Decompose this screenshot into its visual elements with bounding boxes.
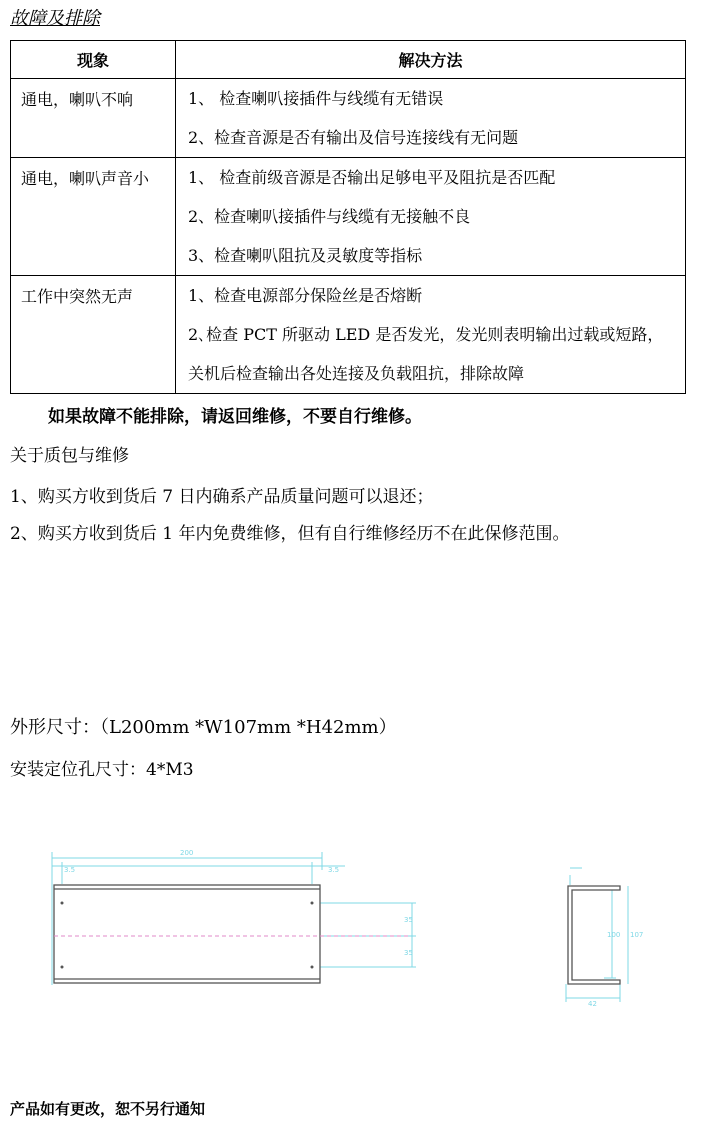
symptom-cell: 通电，喇叭声音小 — [11, 158, 176, 276]
dim-left-offset-label: 3.5 — [64, 866, 76, 874]
outer-dimensions: 外形尺寸：（L200mm *W107mm *H42mm） — [10, 717, 397, 738]
front-view — [52, 849, 416, 985]
dim-length-label: 200 — [180, 849, 194, 857]
solution-line: 2、检查音源是否有输出及信号连接线有无问题 — [188, 128, 519, 147]
header-symptom: 现象 — [11, 41, 176, 79]
repair-notice: 如果故障不能排除，请返回维修，不要自行维修。 — [48, 407, 422, 427]
solution-line: 2､检查 PCT 所驱动 LED 是否发光，发光则表明输出过载或短路， — [188, 325, 664, 344]
mount-hole-size: 安装定位孔尺寸：4*M3 — [10, 760, 194, 780]
dim-right-offset-label: 3.5 — [328, 866, 340, 874]
dim-outer-height-label: 107 — [630, 931, 644, 939]
dim-hole-spacing-1-label: 35 — [404, 916, 413, 924]
solution-line: 2、检查喇叭接插件与线缆有无接触不良 — [188, 207, 471, 226]
symptom-cell: 通电，喇叭不响 — [11, 79, 176, 158]
dim-hole-spacing-2-label: 35 — [404, 949, 413, 957]
solution-line: 关机后检查输出各处连接及负载阻抗，排除故障 — [188, 364, 525, 383]
solution-line: 1、检查电源部分保险丝是否熔断 — [188, 286, 423, 305]
warranty-item: 2、购买方收到货后 1 年内免费维修，但有自行维修经历不在此保修范围。 — [10, 524, 570, 544]
side-view — [566, 868, 643, 1008]
section-title: 故障及排除 — [10, 8, 100, 29]
solution-line: 1、 检查喇叭接插件与线缆有无错误 — [188, 89, 444, 108]
solution-line: 1、 检查前级音源是否输出足够电平及阻抗是否匹配 — [188, 168, 556, 187]
footer-note: 产品如有更改，恕不另行通知 — [10, 1100, 206, 1118]
solution-line: 3、检查喇叭阻抗及灵敏度等指标 — [188, 246, 423, 265]
warranty-title: 关于质包与维修 — [10, 446, 129, 466]
warranty-item: 1、购买方收到货后 7 日内确系产品质量问题可以退还； — [10, 487, 434, 507]
dim-width-label: 42 — [588, 1000, 597, 1008]
symptom-cell: 工作中突然无声 — [11, 276, 176, 394]
header-solution: 解决方法 — [176, 41, 686, 79]
dim-inner-height-label: 100 — [607, 931, 621, 939]
